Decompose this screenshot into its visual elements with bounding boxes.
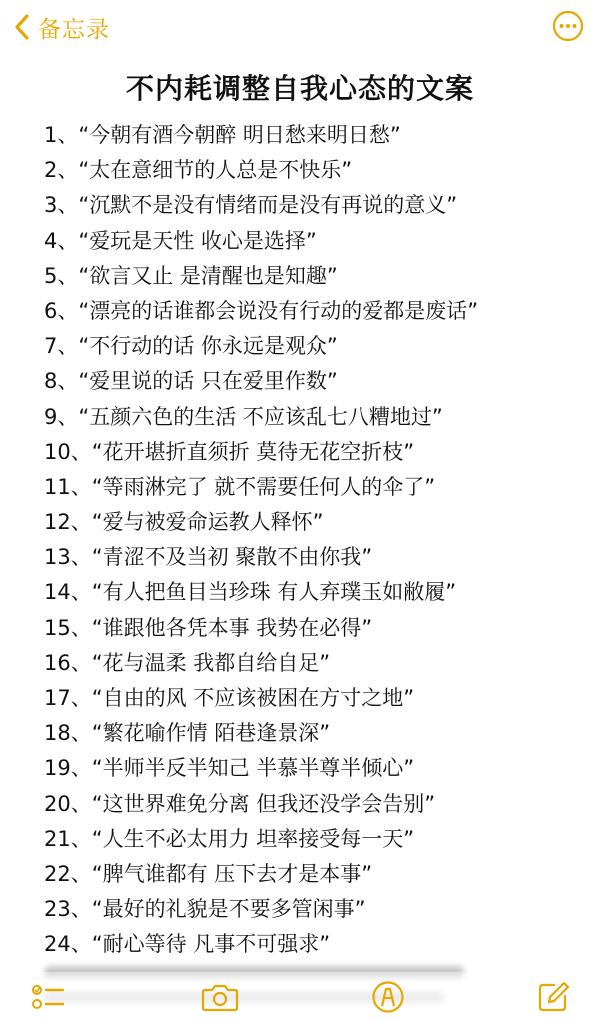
list-item: 23、“最好的礼貌是不要多管闲事” [44,897,366,922]
chevron-left-icon [14,13,30,41]
list-item: 20、“这世界难免分离 但我还没学会告别” [44,791,436,816]
back-button[interactable] [14,10,110,44]
back-label: 备忘录 [38,16,110,43]
list-item: 7、“不行动的话 你永远是观众” [44,334,338,359]
note-title: 不内耗调整自我心态的文案 [125,72,474,105]
list-item: 6、“漂亮的话谁都会说没有行动的爱都是废话” [44,298,479,323]
markup-button[interactable] [368,982,408,1016]
note-list [0,118,600,963]
list-item: 4、“爱玩是天性 收心是选择” [44,228,317,253]
list-item: 21、“人生不必太用力 坦率接受每一天” [44,826,415,851]
list-item: 3、“沉默不是没有情绪而是没有再说的意义” [44,193,458,218]
markup-icon [371,980,405,1018]
list-item: 5、“欲言又止 是清醒也是知趣” [44,263,338,288]
list-item: 1、“今朝有酒今朝醉 明日愁来明日愁” [44,123,401,147]
more-options-button[interactable] [552,10,584,42]
list-item: 14、“有人把鱼目当珍珠 有人弃璞玉如敝履” [44,580,457,605]
compose-icon [537,981,571,1017]
list-item: 18、“繁花喻作情 陌巷逢景深” [44,721,331,746]
camera-icon [201,982,239,1016]
camera-button[interactable] [200,982,240,1016]
checklist-button[interactable] [28,982,68,1016]
list-item: 19、“半师半反半知己 半慕半尊半倾心” [44,756,415,781]
list-item: 13、“青涩不及当初 聚散不由你我” [44,545,373,570]
bottom-toolbar [0,972,600,1021]
list-item: 11、“等雨淋完了 就不需要任何人的伞了” [44,474,436,499]
list-item: 12、“爱与被爱命运教人释怀” [44,510,324,535]
list-item: 17、“自由的风 不应该被困在方寸之地” [44,686,415,710]
compose-button[interactable] [534,982,574,1016]
list-item: 9、“五颜六色的生活 不应该乱七八糟地过” [44,404,443,429]
list-item: 24、“耐心等待 凡事不可强求” [44,932,331,957]
list-item: 10、“花开堪折直须折 莫待无花空折枝” [44,439,415,464]
checklist-icon [31,982,65,1016]
note-content[interactable] [0,66,600,963]
ellipsis-circle-icon [552,27,584,46]
list-item: 8、“爱里说的话 只在爱里作数” [44,369,338,394]
list-item: 16、“花与温柔 我都自给自足” [44,650,331,675]
list-item: 2、“太在意细节的人总是不快乐” [44,158,353,183]
list-item: 22、“脾气谁都有 压下去才是本事” [44,861,373,886]
navigation-bar [0,0,600,54]
list-item: 15、“谁跟他各凭本事 我势在必得” [44,615,373,640]
